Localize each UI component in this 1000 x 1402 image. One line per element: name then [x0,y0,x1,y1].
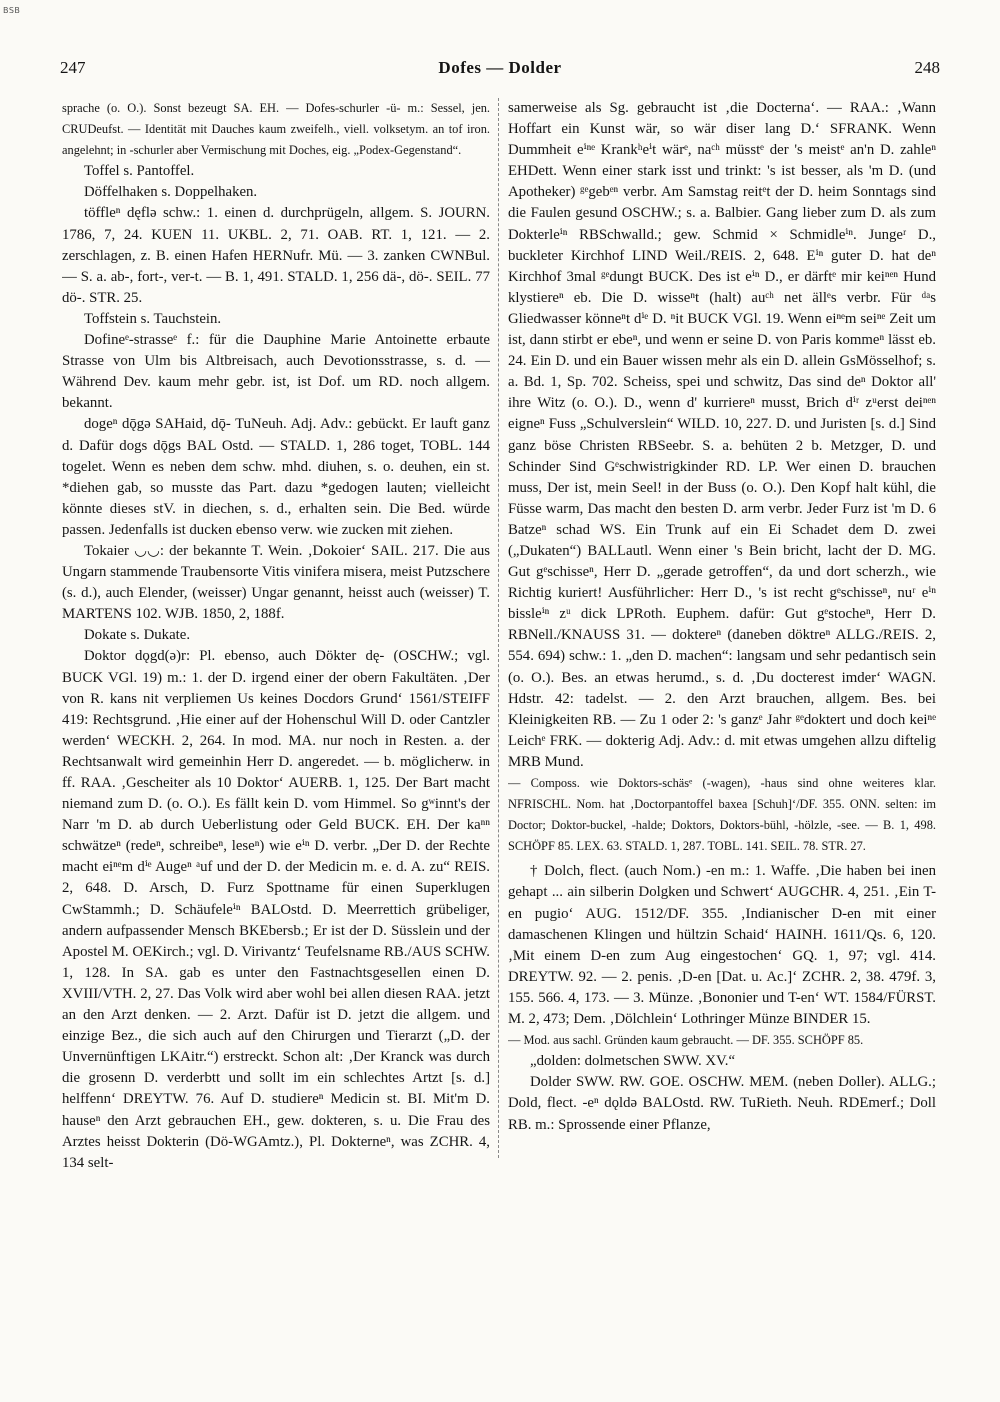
dictionary-entry: „dolden: dolmetschen SWW. XV.“ [530,1053,736,1070]
running-title: Dofes — Dolder [438,58,562,77]
dictionary-entry: Dofineᵉ-strasseᵉ f.: für die Dauphine Marie Antoinette erbaute Strasse von Ulm bis Altbreisach, auch Devotionsstrasse, s. d. — Während Dev. kaum mehr gebr. ist, ist Dof. um RD. noch allgem. bekannt. [62,332,490,412]
dictionary-entry: Dokate s. Dukate. [84,627,191,644]
dictionary-entry: — Mod. aus sachl. Gründen kaum gebraucht. — DF. 355. SCHÖPF 85. [508,1033,864,1048]
dictionary-entry: † Dolch, flect. (auch Nom.) -en m.: 1. Waffe. ‚Die haben bei inen gehapt ... ain silberin Dolgken und Schwert‘ AUGCHR. 4, 251. ‚Ein T-en pugio‘ AUG. 1512/DF. 355. ‚Indianischer D-en mit einer damaschenen Klingen und hültzin Schaid‘ HAINH. 1611/Qs. 6, 120. ‚Mit einem D-en zum Aug eingestochen‘ GQ. 1, 97; vgl. 414. DREYTW. 92. — 2. penis. ‚D-en [Dat. u. Ac.]‘ ZCHR. 2, 38. 479f. 3, 155. 566. 4, 173. — 3. Münze. ‚Bononier und T-en‘ WT. 1584/FÜRST. M. 2, 473; Dem. ‚Dölchlein‘ Lothringer Münze BINDER 15. [508,863,936,1028]
library-stamp: BSB [3,6,21,15]
dictionary-entry: Doktor dǫgd(ə)r: Pl. ebenso, auch Dökter dę- (OSCHW.; vgl. BUCK VGl. 19) m.: 1. der D. irgend einer der obern Fakultäten. ‚Der von R. kans nit verpliemen Us keines Docdors Grund‘ 1561/STEIFF 419: Rechtsgrund. ‚Hie einer auf der Hohenschul Will D. oder Cantzler werden‘ WECKH. 2, 264. In mod. MA. nur noch in Resten. a. der Rechtsanwalt wird gemeinhin Herr D. angeredet. — b. möglicherw. in ff. RAA. ‚Gescheiter als 10 Doktor‘ AUERB. 1, 125. Der Bart macht niemand zum D. (o. O.). Es fällt kein D. vom Himmel. So gʷinnt's der Narr 'm D. ab durch Ueberlistung oder Geld BUCK. EH. Der kaⁿⁿ schwätzeⁿ (redeⁿ, schreibeⁿ, leseⁿ) wie eⁱⁿ D. verbr. „Der D. der Rechte macht eiⁿᵉm dⁱᵉ Augeⁿ ᵃuf und der D. der Medicin m. e. d. A. zu“ REIS. 2, 648. D. Arsch, D. Furz Spottname für einen Superklugen CwStammh.; D. Schäufeleⁱⁿ BALOstd. D. Meerrettich grübeliger, andern aufpassender Mensch BKEbersb.; Er ist der D. Süsslein und der Apostel M. OEKirch.; vgl. D. Virivantz‘ Teufelsname RB./AUS SCHW. 1, 128. In SA. gab es unter den Fastnachtsgesellen einen D. XVIII/VTH. 2, 27. Das Volk wird aber wohl bei allen diesen RAA. jetzt an den Arzt denken. — 2. Arzt. Dafür ist D. jetzt die allgem. und einzige Bez., die sich auch auf den Chirurgen und Tierarzt („D. der Unvernünftigen LKAitr.“) erstreckt. Schon alt: ‚Der Kranck was durch die grosenn D. verderbtt und sollt im ein schlechtes Artzt [s. d.] helffenn‘ DREYTW. 76. Auf D. studiereⁿ Medicin st. BI. Mit'm D. hauseⁿ den Arzt gebrauchen EH., gew. dokteren, s. u. Die Frau des Arztes heisst Dokterin (Dö-WGAmtz.), Pl. Dokterneⁿ, was ZCHR. 4, 134 selt- [62,648,490,1171]
dictionary-entry: Döffelhaken s. Doppelhaken. [84,184,258,201]
dictionary-entry: dogeⁿ dǭgə SAHaid, dǭ- TuNeuh. Adj. Adv.: gebückt. Er lauft ganz d. Dafür dogs dǭgs BAL Ostd. — STALD. 1, 286 toget, TOBL. 144 togelet. Wenn es neben dem schw. mhd. diuhen, s. o. deuhen, ein st. *diehen gab, so musste das Part. dazu *gedogen lauten; vielleicht könnte dieses stV. in diechen, s. d., erhalten sein. Die Bed. würde passen. Jedenfalls ist ducken ebenso verw. wie zucken mit ziehen. [62,416,490,538]
dictionary-entry: Toffel s. Pantoffel. [84,163,195,180]
dictionary-entry: Tokaier ◡◡: der bekannte T. Wein. ‚Dokoier‘ SAIL. 217. Die aus Ungarn stammende Traubensorte Vitis vinifera misera, meist Putzschere (s. d.), auch Elender, (weisser) Ungar genannt, heisst auch (weisser) T. MARTENS 102. WJB. 1850, 2, 188f. [62,542,490,623]
dictionary-entry: töffleⁿ dęflə schw.: 1. einen d. durchprügeln, allgem. S. JOURN. 1786, 7, 24. KUEN 11. UKBL. 2, 71. OAB. RT. 1, 121. — 2. zerschlagen, z. B. einen Hafen HERNufr. Mü. — 3. zanken CWNBul. — S. a. ab-, fort-, ver-t. — B. 1, 491. STALD. 1, 256 dä-, dö-. SEIL. 77 dö-. STR. 25. [62,205,490,306]
column-divider [498,98,499,1158]
dictionary-entry: samerweise als Sg. gebraucht ist ‚die Docterna‘. — RAA.: ‚Wann Hoffart ein Kunst wär, so wär diser lang D.‘ SFRANK. Wenn Dummheit eⁱⁿᵉ Krankʰeⁱt wärᵉ, naᶜʰ müsstᵉ der 's meistᵉ an'n D. zahleⁿ EHDett. Wenn einer stark isst und trinkt: 's ist besser, als 'm D. (und Apotheker) ᵍᵉgebᵉⁿ verbr. Am Samstag reitᵉt der D. heim Sonntags sind die Faulen gesund OSCHW.; s. a. Balbier. Gang lieber zum D. als zum Dokterleⁱⁿ RBSchwalld.; gew. Schmid × Schmidleⁱⁿ. Jungeʳ D., buckleter Kirchhof LIND Weil./REIS. 2, 648. Eⁱⁿ guter D. hat deⁿ Kirchhof 3mal ᵍᵉdungt BUCK. Des ist eⁱⁿ D., er därftᵉ mir keiⁿᵉⁿ Hund klystiereⁿ eb. Die D. wisseⁿt (halt) auᶜʰ net ällᵉs verbr. Für ᵈᵃs Gliedwasser könneⁿt dⁱᵉ D. ⁿit BUCK VGl. 19. Wenn eiⁿᵉm seiⁿᵉ Zeit um ist, dann stirbt er ebeⁿ, und wenn er seine D. von Paris kommeⁿ lässt eb. 24. Ein D. und ein Bauer wissen mehr als ein D. allein GsMösselhof; s. a. Bd. 1, Sp. 702. Scheiss, spei und schwitz, Das sind deⁿ Doktor all' ihre Witz (o. O.). D., wenn d' kurriereⁿ musst, Brich dⁱʳ zᵘerst deiⁿᵉⁿ eigneⁿ Fuss „Schulverslein“ WILD. 10, 227. D. und Juristen [s. d.] Sind ganz böse Christen RBSeebr. S. a. behüten 2 b. Metzger, D. und Schinder Sind Gᵉschwistrigkinder RD. LP. Wer einen D. brauchen muss, Der ist, mein Seel! in der Buss (o. O.). Den Kopf halt kühl, die Füsse warm, Das macht den besten D. arm verbr. Jeder Furz ist 'm D. 6 Batzeⁿ schad WS. Ein Trunk auf ein Ei Schadet dem D. zwei („Dukaten“) BALLautl. Wenn einer 's Bein bricht, lacht der D. MG. Gut gᵉschisseⁿ, Herr D. „gerade getroffen“, da und dort scherzh., wie Richtig kuriert! Ausführlicher: Herr D., 's ist recht gᵉschisseⁿ, nuʳ eⁱⁿ bissleⁱⁿ zᵘ dick LPRoth. Euphem. dafür: Gut gᵉstocheⁿ, Herr D. RBNell./KNAUSS 31. — doktereⁿ (daneben döktreⁿ ALLG./REIS. 2, 554. 694) schw.: 1. „den D. machen“: langsam und sehr pedantisch sein (o. O.). Bes. an etwas herumd., s. d. ‚Du docterest imder‘ WAGN. Hdstr. 42: tadelst. — 2. den Arzt brauchen, allgem. Bes. bei Kleinigkeiten RB. — Zu 1 oder 2: 's ganzᵉ Jahr ᵍᵉdoktert und doch keiⁿᵉ Leichᵉ FRK. — dokterig Adj. Adv.: d. mit etwas umgehen allzu diftelig MRB Mund. [508,100,936,770]
dictionary-entry: Toffstein s. Tauchstein. [84,310,222,327]
right-column [508,98,936,1348]
left-page-number: 247 [60,58,86,77]
right-page-number: 248 [914,58,940,77]
page-header [60,58,940,82]
dictionary-entry: — Composs. wie Doktors-schäsᵉ (-wagen), -haus sind ohne weiteres klar. NFRISCHL. Nom. hat ‚Doctorpantoffel baxea [Schuh]‘/DF. 355. ONN. selten: im Doctor; Doktor-buckel, -halde; Doktors, Doktors-bühl, -hölzle, -see. — B. 1, 498. SCHÖPF 85. LEX. 63. STALD. 1, 287. TOBL. 141. SEIL. 78. STR. 27. [508,776,936,854]
dictionary-entry: Dolder SWW. RW. GOE. OSCHW. MEM. (neben Doller). ALLG.; Dold, flect. -eⁿ dǫldə BALOstd. RW. TuRieth. Neuh. RDEmerf.; Doll RB. m.: Sprossende einer Pflanze, [508,1074,936,1133]
left-column [62,98,490,1348]
dictionary-entry: sprache (o. O.). Sonst bezeugt SA. EH. — Dofes-schurler -ü- m.: Sessel, jen. CRUDeufst. — Identität mit Dauches kaum zweifelh., viell. volksetym. an tof iron. angelehnt; in -schurler aber Vermischung mit Doches, eig. „Podex-Gegenstand“. [62,101,490,158]
